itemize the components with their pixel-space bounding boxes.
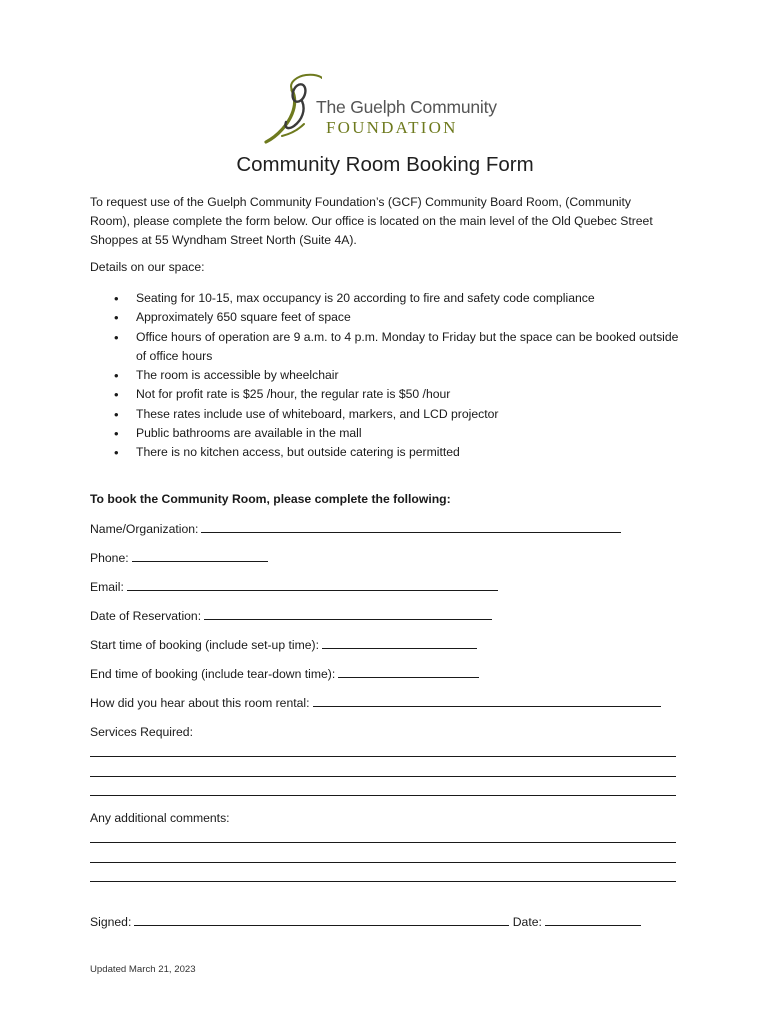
list-item: • These rates include use of whiteboard, markers, and LCD projector [90,405,680,424]
signature-input[interactable] [134,914,509,926]
start-field-row [90,637,477,652]
list-item: • The room is accessible by wheelchair [90,366,680,385]
end-label: End time of booking (include tear-down time): [90,667,336,681]
name-field-row [90,521,621,536]
list-item: • Public bathrooms are available in the mall [90,424,680,443]
comments-input-line-2[interactable] [90,862,676,863]
intro-paragraph: To request use of the Guelph Community Foundation’s (GCF) Community Board Room, (Community Room), please complete the form below. Our office is located on the main level of the Old Quebec Street Shoppes at 55 Wyndham Street North (Suite 4A). [90,195,653,247]
signature-row [90,914,641,929]
signed-date-label: Date: [512,915,542,929]
details-label: Details on our space: [90,260,205,274]
date-label: Date of Reservation: [90,609,202,623]
list-item: • Approximately 650 square feet of space [90,308,680,327]
list-item: • Not for profit rate is $25 /hour, the regular rate is $50 /hour [90,385,680,404]
signed-date-input[interactable] [545,914,641,926]
list-item: • Seating for 10-15, max occupancy is 20 according to fire and safety code compliance [90,289,680,308]
phone-label: Phone: [90,551,129,565]
list-item: • There is no kitchen access, but outside catering is permitted [90,443,680,462]
hear-field-row [90,695,661,710]
services-input-line-1[interactable] [90,756,676,757]
services-input-line-2[interactable] [90,776,676,777]
email-label: Email: [90,580,124,594]
list-item: • Office hours of operation are 9 a.m. to 4 p.m. Monday to Friday but the space can be booked outside of office hours [90,328,680,367]
logo-text-line1: The Guelph Community [316,97,497,117]
details-list [90,289,680,463]
end-time-input[interactable] [338,666,479,678]
page-title: Community Room Booking Form [236,153,534,176]
comments-input-line-1[interactable] [90,842,676,843]
hear-input[interactable] [313,695,661,707]
date-field-row [90,608,492,623]
logo-text-line2: FOUNDATION [326,118,458,137]
name-input[interactable] [201,521,621,533]
services-label: Services Required: [90,725,193,739]
updated-footer: Updated March 21, 2023 [90,964,196,975]
hear-label: How did you hear about this room rental: [90,696,310,710]
signed-label: Signed: [90,915,132,929]
comments-label: Any additional comments: [90,811,230,825]
foundation-logo [262,70,502,146]
end-field-row [90,666,479,681]
email-field-row [90,579,498,594]
name-label: Name/Organization: [90,522,199,536]
phone-input[interactable] [132,550,268,562]
phone-field-row [90,550,268,565]
services-input-line-3[interactable] [90,795,676,796]
date-input[interactable] [204,608,492,620]
email-input[interactable] [127,579,498,591]
foundation-g-mark-icon [262,70,322,146]
start-time-input[interactable] [322,637,477,649]
booking-heading: To book the Community Room, please complete the following: [90,492,451,506]
start-label: Start time of booking (include set-up time): [90,638,319,652]
comments-input-line-3[interactable] [90,881,676,882]
